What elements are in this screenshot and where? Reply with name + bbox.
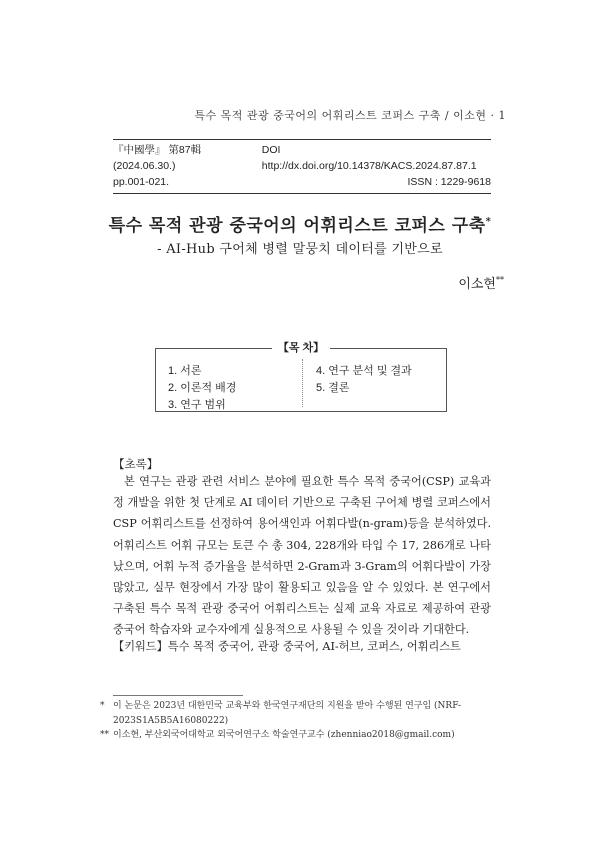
author-footnote-mark: ** (496, 275, 504, 285)
journal-citation: 『中國學』 第87輯 (2024.06.30.) (113, 144, 202, 172)
toc-item: 5. 결론 (316, 382, 350, 394)
toc-item: 3. 연구 범위 (168, 399, 226, 411)
page-range: pp.001-021. (113, 176, 170, 188)
footnote-item (100, 728, 500, 743)
toc-heading: 【목 차】 (272, 342, 330, 354)
toc-item: 2. 이론적 배경 (168, 382, 237, 394)
toc-left-column (168, 363, 236, 414)
toc-right-column (316, 363, 412, 397)
paper-subtitle: - AI-Hub 구어체 병렬 말뭉치 데이터를 기반으로 (157, 242, 443, 257)
running-header: 특수 목적 관광 중국어의 어휘리스트 코퍼스 구축 / 이소현 · 1 (194, 109, 506, 122)
toc-item: 1. 서론 (168, 365, 202, 377)
footnote-rule (113, 695, 243, 696)
footnote-mark: * (100, 701, 105, 711)
doi-link[interactable]: DOI http://dx.doi.org/10.14378/KACS.2024.87.87.1 (261, 144, 477, 172)
title-footnote-mark: * (485, 216, 492, 228)
journal-meta (113, 139, 491, 194)
footnote-text: 이 논문은 2023년 대한민국 교육부와 한국연구재단의 지원을 받아 수행된 연구임 (NRF-2023S1A5B5A16080222) (113, 701, 462, 726)
author (458, 273, 504, 292)
footnote-mark: ** (100, 730, 109, 740)
footnote-item (100, 699, 500, 728)
paper-title (0, 211, 600, 236)
table-of-contents (155, 342, 447, 412)
toc-item: 4. 연구 분석 및 결과 (316, 365, 412, 377)
abstract-body: 본 연구는 관광 관련 서비스 분야에 필요한 특수 목적 중국어(CSP) 교육과정 개발을 위한 첫 단계로 AI 데이터 기반으로 구축된 구어체 병렬 코퍼스에서 CSP 어휘리스트를 선정하여 용어색인과 어휘다발(n-gram)등을 분석하였다. 어휘리스트 어휘 규모는 토큰 수 총 304, 228개와 타입 수 17, 286개로 나타났으며, 어휘 누적 증가율을 분석하면 2-Gram과 3-Gram의 어휘다발이 가장 많았고, 실무 현장에서 가장 많이 활용되고 있음을 알 수 있었다. 본 연구에서 구축된 특수 목적 관광 중국어 어휘리스트는 실제 교육 자료로 제공하여 관광 중국어 학습자와 교수자에게 실용적으로 사용될 수 있을 것이라 기대한다. (113, 475, 491, 637)
issn: ISSN : 1229-9618 (407, 176, 491, 188)
footnotes (100, 699, 500, 743)
toc-divider (302, 359, 303, 407)
footnote-text: 이소현, 부산외국어대학교 외국어연구소 학술연구교수 (zhenniao2018@gmail.com) (113, 730, 455, 740)
author-name: 이소현 (458, 277, 496, 292)
paper-title-text: 특수 목적 관광 중국어의 어휘리스트 코퍼스 구축 (108, 216, 486, 236)
abstract-heading: 【초록】 (113, 457, 159, 471)
keywords: 【키워드】특수 목적 중국어, 관광 중국어, AI-허브, 코퍼스, 어휘리스트 (113, 640, 461, 653)
